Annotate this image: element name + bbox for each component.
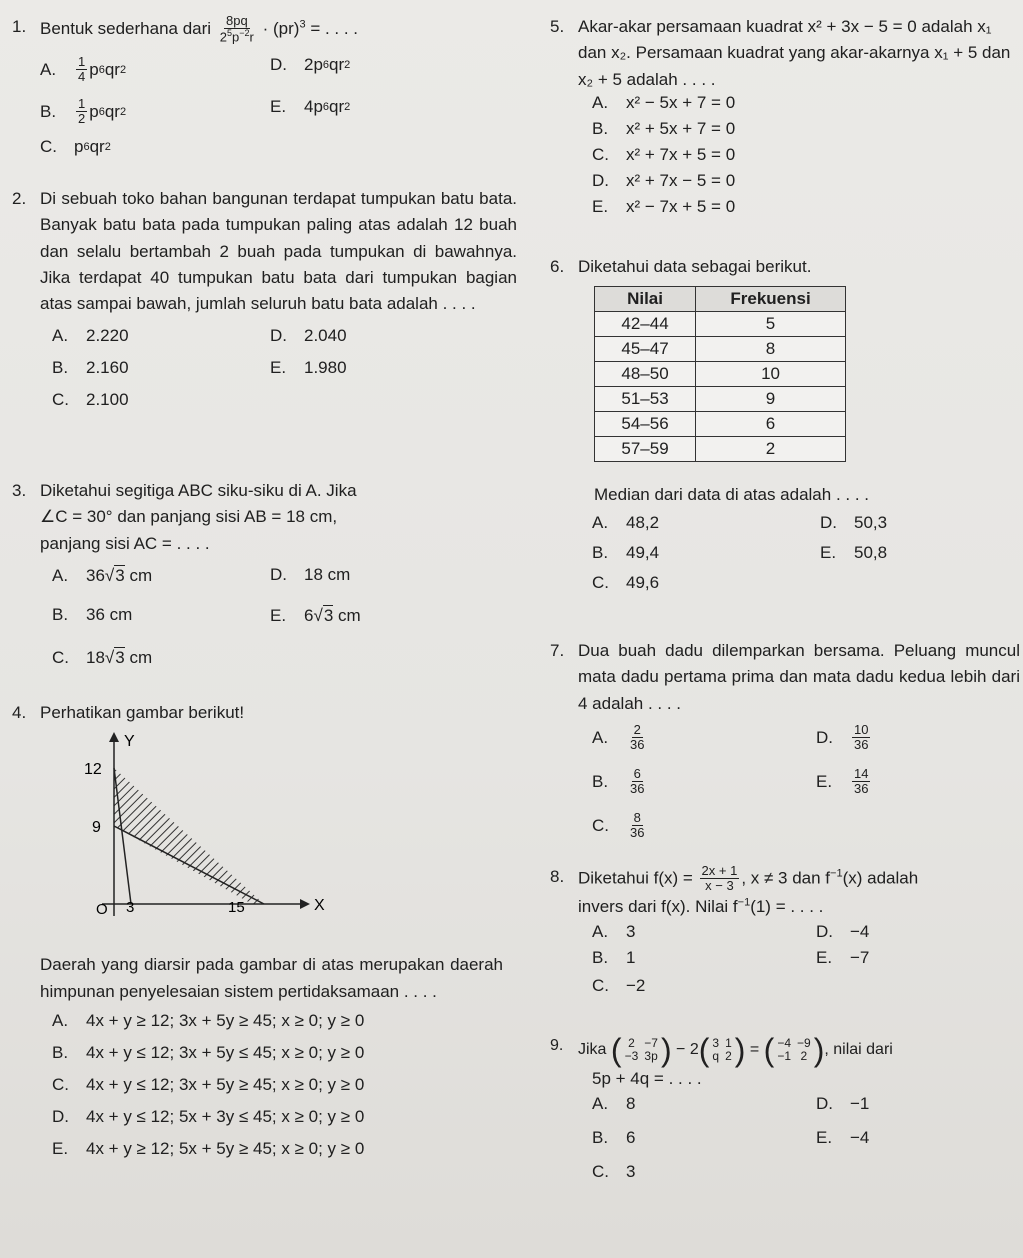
- inequality-graph: [32, 726, 332, 926]
- question-7: [550, 638, 1020, 864]
- option-d[interactable]: D. $\frac{10}{36}$: [816, 722, 869, 753]
- option-c[interactable]: C. −2: [592, 975, 646, 995]
- option-a[interactable]: A. 4x + y ≥ 12; 3x + 5y ≥ 45; x ≥ 0; y ≥ 0: [52, 1011, 365, 1031]
- options-q4: [12, 1005, 517, 1185]
- question-number: 1.: [12, 17, 27, 36]
- option-d[interactable]: D. −4: [816, 921, 870, 941]
- option-c[interactable]: C. 18 √ 3 cm: [52, 647, 153, 668]
- question-5: [550, 14, 1020, 254]
- option-d[interactable]: D. 18 cm: [270, 565, 351, 585]
- question-number: 2.: [12, 189, 27, 208]
- option-c[interactable]: C. 4x + y ≤ 12; 3x + 5y ≥ 45; x ≥ 0; y ≥ 0: [52, 1075, 365, 1095]
- question-2: [12, 186, 517, 478]
- y-arrow: [109, 732, 119, 742]
- question-number: 9.: [550, 1037, 564, 1054]
- fraction-denominator: $2^5p^{-2}r$: [219, 28, 254, 45]
- option-c[interactable]: C. $\frac{8}{36}$: [592, 810, 645, 841]
- matrix-1: ( 2 −7 −3 3p ): [610, 1032, 672, 1068]
- tick-y-9: 9: [92, 819, 101, 837]
- tick-x-15: 15: [228, 899, 245, 917]
- question-text: Diketahui data sebagai berikut.: [578, 257, 812, 276]
- question-number: 5.: [550, 17, 565, 36]
- option-c[interactable]: C. 49,6: [592, 572, 660, 592]
- fraction-numerator: 8pq: [225, 13, 248, 28]
- tick-x-3: 3: [126, 899, 135, 917]
- option-d[interactable]: D. 50,3: [820, 512, 888, 532]
- left-column: [12, 14, 517, 1185]
- table-row: 57–59 2: [595, 437, 846, 462]
- angle-value: ∠C = 30°: [40, 507, 113, 527]
- option-a[interactable]: A. 8: [592, 1094, 636, 1114]
- question-number: 3.: [12, 481, 27, 500]
- frequency-table: [594, 286, 846, 462]
- option-a[interactable]: A. x² − 5x + 7 = 0: [592, 93, 736, 113]
- side-ac: AC = . . . .: [133, 533, 210, 553]
- option-c[interactable]: C. 2.100: [52, 389, 129, 409]
- option-b[interactable]: B. x² + 5x + 7 = 0: [592, 119, 736, 139]
- option-a[interactable]: A. 3: [592, 921, 636, 941]
- question-text: Perhatikan gambar berikut!: [40, 703, 245, 722]
- option-e[interactable]: E. 4p 6 qr 2: [270, 96, 351, 116]
- x-axis-label: X: [314, 897, 325, 915]
- question-text-mid: · (pr): [262, 18, 300, 38]
- option-b[interactable]: B. 4x + y ≤ 12; 3x + 5y ≤ 45; x ≥ 0; y ≥ 0: [52, 1043, 365, 1063]
- option-c[interactable]: C. 3: [592, 1162, 636, 1182]
- table-header: Nilai: [595, 287, 696, 312]
- option-b[interactable]: B. 1: [592, 947, 636, 967]
- question-number: 6.: [550, 257, 565, 276]
- question-subtext: Median dari data di atas adalah . . . .: [594, 485, 870, 505]
- option-e[interactable]: E. −4: [816, 1128, 870, 1148]
- option-e[interactable]: E. 4x + y ≥ 12; 5x + 5y ≥ 45; x ≥ 0; y ≥ 0: [52, 1139, 365, 1159]
- table-row: 51–53 9: [595, 387, 846, 412]
- shaded-region: [114, 768, 264, 904]
- question-3: 3. Diketahui segitiga ABC siku-siku di A. Jika ∠C = 30° dan panjang sisi AB = 18 cm, panjang sisi AC = . . . . A. 36 √ 3 cm B. 36 cm C. 18 √ 3 cm D. 18 cm E. 6 √ 3 cm: [12, 478, 517, 700]
- question-4: [12, 700, 517, 1185]
- option-d[interactable]: D. 4x + y ≤ 12; 5x + 3y ≤ 45; x ≥ 0; y ≥ 0: [52, 1107, 365, 1127]
- question-8: 8. Diketahui f(x) = $\frac{2x + 1}{x - 3}$ , x ≠ 3 dan $f^{-1}(x)$ adalah invers dari f(x). Nilai $f^{-1}(1)$ = . . . . A. 3 B. 1 C. −2 D. −4 E. −7: [550, 863, 919, 995]
- y-axis-label: Y: [124, 733, 135, 751]
- option-b[interactable]: B. 6: [592, 1128, 636, 1148]
- question-number: 8.: [550, 867, 565, 886]
- fraction: [218, 14, 256, 45]
- option-a[interactable]: A. $\frac{1}{4}$ p 6 qr 2: [40, 53, 127, 85]
- origin-label: O: [96, 901, 108, 919]
- option-a[interactable]: A. 48,2: [592, 512, 660, 532]
- option-b[interactable]: B. $\frac{1}{2}$ p 6 qr 2: [40, 95, 127, 127]
- option-e[interactable]: E. $\frac{14}{36}$: [816, 766, 869, 797]
- question-text: Bentuk sederhana dari: [40, 18, 212, 38]
- question-text-end: = . . . .: [310, 18, 359, 38]
- table-header: Frekuensi: [696, 287, 846, 312]
- option-e[interactable]: E. x² − 7x + 5 = 0: [592, 197, 736, 217]
- right-column: [550, 14, 1020, 1182]
- option-b[interactable]: B. 2.160: [52, 357, 129, 377]
- table-row: 45–47 8: [595, 337, 846, 362]
- table-row: 54–56 6: [595, 412, 846, 437]
- table-row: 48–50 10: [595, 362, 846, 387]
- option-e[interactable]: E. 1.980: [270, 357, 347, 377]
- option-d[interactable]: D. 2p 6 qr 2: [270, 54, 351, 74]
- option-a[interactable]: A. 36 √ 3 cm: [52, 565, 153, 586]
- question-text: Di sebuah toko bahan bangunan terdapat tumpukan batu bata. Banyak batu bata pada tumpukan paling atas adalah 12 buah dan selalu bertambah 2 buah pada tumpukan di bawahnya. Jika terdapat 40 tumpukan batu bata dari tumpukan bagian atas sampai bawah, jumlah seluruh batu bata adalah . . . .: [40, 189, 517, 314]
- option-b[interactable]: B. 36 cm: [52, 605, 133, 625]
- question-caption: Daerah yang diarsir pada gambar di atas merupakan daerah himpunan penyelesaian sistem pertidaksamaan . . . .: [40, 955, 503, 1001]
- question-text: Akar-akar persamaan kuadrat x² + 3x − 5 = 0 adalah x₁ dan x₂. Persamaan kuadrat yang akar-akarnya x₁ + 5 dan x₂ + 5 adalah . . . .: [578, 17, 1011, 89]
- x-arrow: [300, 899, 310, 909]
- question-6: [550, 254, 1020, 638]
- question-text: Dua buah dadu dilemparkan bersama. Peluang muncul mata dadu pertama prima dan mata dadu kedua lebih dari 4 adalah . . . .: [578, 641, 1020, 713]
- question-subtext: 5p + 4q = . . . .: [592, 1069, 702, 1088]
- option-d[interactable]: D. x² + 7x − 5 = 0: [592, 171, 736, 191]
- option-b[interactable]: B. $\frac{6}{36}$: [592, 766, 645, 797]
- side-ab: AB = 18 cm,: [244, 507, 338, 527]
- option-a[interactable]: A. $\frac{2}{36}$: [592, 722, 645, 753]
- option-a[interactable]: A. 2.220: [52, 325, 129, 345]
- tick-y-12: 12: [84, 761, 102, 779]
- matrix-2: ( 3 1 q 2 ): [698, 1032, 746, 1068]
- table-row: 42–44 5: [595, 312, 846, 337]
- question-text: Diketahui segitiga ABC siku-siku di A. Jika: [40, 481, 357, 500]
- question-number: 4.: [12, 703, 27, 722]
- matrix-3: ( −4 −9 −1 2 ): [763, 1032, 825, 1068]
- option-c[interactable]: C. p 6 qr 2: [40, 136, 111, 156]
- option-e[interactable]: E. −7: [816, 947, 870, 967]
- option-c[interactable]: C. x² + 7x + 5 = 0: [592, 145, 736, 165]
- option-d[interactable]: D. 2.040: [270, 325, 347, 345]
- option-e[interactable]: E. 50,8: [820, 542, 888, 562]
- option-d[interactable]: D. −1: [816, 1094, 870, 1114]
- option-e[interactable]: E. 6 √ 3 cm: [270, 605, 361, 626]
- option-b[interactable]: B. 49,4: [592, 542, 660, 562]
- question-9: 9. Jika ( 2 −7 −3 3p ) − 2 ( 3 1 q 2 ) = ( −4 −9 −1 2 ) , nilai dari 5p + 4q = . . . . A. 8 B. 6 C. 3 D. −1 E. −4: [550, 1034, 1020, 1092]
- question-1: 1. Bentuk sederhana dari $\frac{8pq}{2^5p^{-2}r}$ · (pr)$^3$ = . . . . A. $\frac{1}{4}$ p 6 qr 2 B. $\frac{1}{2}$ p 6 qr 2 C. p 6 qr 2 D. 2p 6 qr 2 E. 4p 6 qr 2: [12, 13, 359, 156]
- question-number: 7.: [550, 641, 565, 660]
